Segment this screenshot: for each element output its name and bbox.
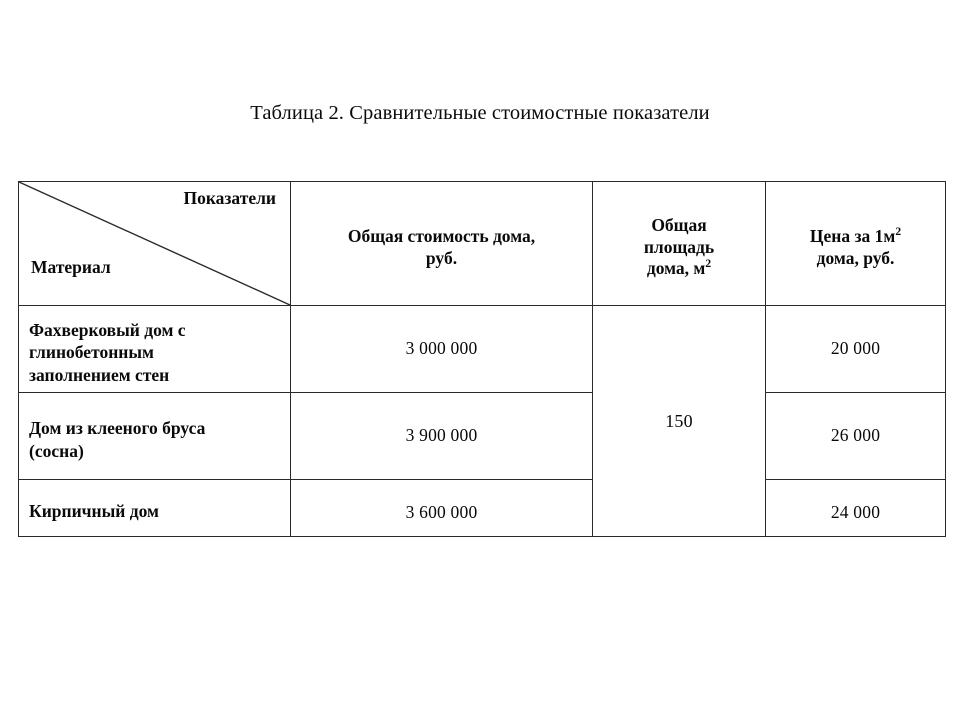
cell-price-1: 20 000: [766, 306, 946, 393]
cell-material-2: [19, 393, 291, 480]
table-row: [19, 480, 946, 537]
cell-total-cost-2: 3 900 000: [291, 393, 593, 480]
corner-header-material-label: Материал: [31, 257, 111, 278]
material-2-line2: (сосна): [29, 440, 84, 461]
cell-total-area-merged: 150: [593, 306, 766, 537]
corner-header-cell: [19, 182, 291, 306]
header-price-line2: дома, руб.: [816, 247, 895, 268]
header-total-cost: [291, 182, 593, 306]
cell-price-2: 26 000: [766, 393, 946, 480]
header-price-line1-text: Цена за 1м: [809, 225, 896, 246]
superscript-two-area: 2: [705, 258, 712, 271]
table-row: [19, 393, 946, 480]
comparison-table: [18, 181, 946, 537]
cell-material-3: [19, 480, 291, 537]
header-price-line1: [772, 226, 939, 248]
material-2-line1: Дом из клееного бруса: [29, 418, 206, 439]
header-total-cost-line1: Общая стоимость дома,: [347, 225, 536, 246]
cell-total-cost-1: 3 000 000: [291, 306, 593, 393]
cell-total-cost-3: 3 600 000: [291, 480, 593, 537]
superscript-two-price: 2: [895, 225, 902, 238]
cell-price-3: 24 000: [766, 480, 946, 537]
table-row: [19, 306, 946, 393]
header-total-area-line3-text: дома, м: [646, 258, 706, 279]
header-total-cost-line2: руб.: [425, 247, 458, 268]
cell-material-1: [19, 306, 291, 393]
header-total-area: [593, 182, 766, 306]
material-1-line1: Фахверковый дом с: [29, 320, 186, 341]
table-header-row: [19, 182, 946, 306]
table-caption: Таблица 2. Сравнительные стоимостные показатели: [250, 102, 710, 124]
material-1-line2: глинобетонным: [29, 342, 154, 363]
header-total-area-line2: площадь: [643, 236, 715, 257]
corner-header-indicators-label: Показатели: [183, 188, 276, 208]
material-3-line1: Кирпичный дом: [29, 501, 159, 522]
header-total-area-line3: [599, 258, 759, 280]
header-price-per-sqm: [766, 182, 946, 306]
header-total-area-line1: Общая: [651, 214, 707, 235]
comparison-table-container: [18, 181, 945, 523]
material-1-line3: заполнением стен: [29, 364, 170, 385]
